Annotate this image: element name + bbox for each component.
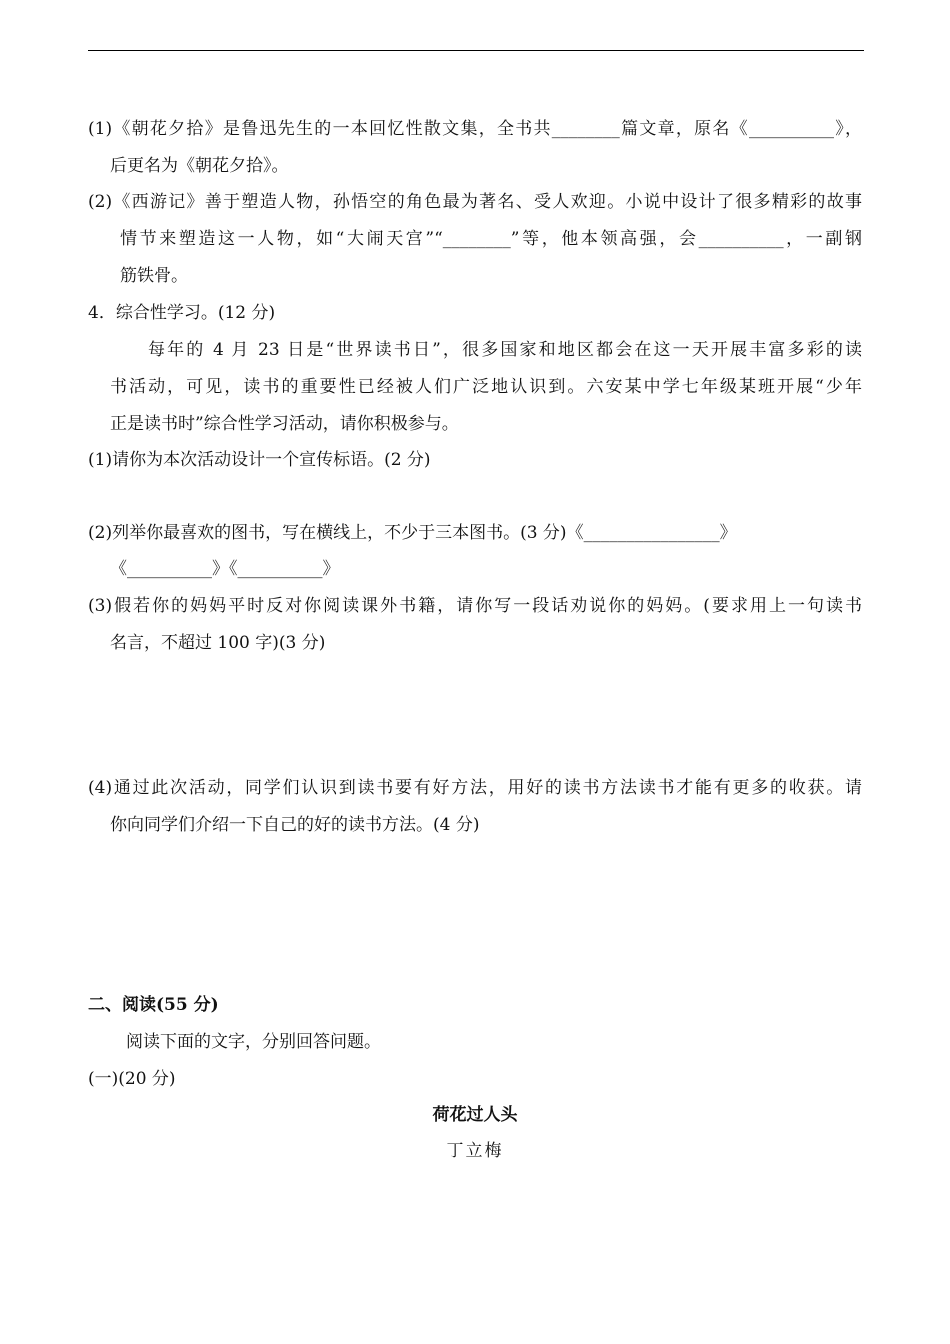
part-1-label: (一)(20 分) — [88, 1069, 176, 1089]
article-author: 丁立梅 — [446, 1141, 504, 1161]
section-2-title: 二、阅读(55 分) — [88, 995, 219, 1015]
question-4-3-line-1: (3)假若你的妈妈平时反对你阅读课外书籍，请你写一段话劝说你的妈妈。(要求用上一句读书 — [88, 596, 862, 616]
question-3-1-line-2: 后更名为《朝花夕拾》。 — [110, 156, 289, 176]
question-3-2-line-2: 情节来塑造这一人物，如“大闹天宫”“________”等，他本领高强，会__________，一副钢 — [120, 229, 862, 249]
section-2-intro: 阅读下面的文字，分别回答问题。 — [126, 1032, 381, 1052]
question-4-4-line-2: 你向同学们介绍一下自己的好的读书方法。(4 分) — [110, 815, 480, 835]
header-rule — [88, 50, 864, 51]
article-title: 荷花过人头 — [432, 1105, 518, 1125]
question-4-2-line-1: (2)列举你最喜欢的图书，写在横线上，不少于三本图书。(3 分)《________________》 — [88, 523, 737, 543]
question-4-intro-line-3: 正是读书时”综合性学习活动，请你积极参与。 — [110, 414, 459, 434]
question-3-2-line-1: (2)《西游记》善于塑造人物，孙悟空的角色最为著名、受人欢迎。小说中设计了很多精彩的故事 — [88, 192, 862, 212]
question-4-title: 4．综合性学习。(12 分) — [88, 303, 276, 323]
question-4-3-line-2: 名言，不超过 100 字)(3 分) — [110, 633, 326, 653]
question-4-intro-line-1: 每年的 4 月 23 日是“世界读书日”，很多国家和地区都会在这一天开展丰富多彩的读 — [148, 340, 862, 360]
question-4-1: (1)请你为本次活动设计一个宣传标语。(2 分) — [88, 450, 431, 470]
question-4-4-line-1: (4)通过此次活动，同学们认识到读书要有好方法，用好的读书方法读书才能有更多的收获。请 — [88, 778, 862, 798]
question-4-2-line-2: 《__________》《__________》 — [110, 559, 340, 579]
question-4-intro-line-2: 书活动，可见，读书的重要性已经被人们广泛地认识到。六安某中学七年级某班开展“少年 — [110, 377, 862, 397]
question-3-2-line-3: 筋铁骨。 — [120, 266, 188, 286]
question-3-1-line-1: (1)《朝花夕拾》是鲁迅先生的一本回忆性散文集，全书共________篇文章，原名《__________》， — [88, 119, 862, 139]
